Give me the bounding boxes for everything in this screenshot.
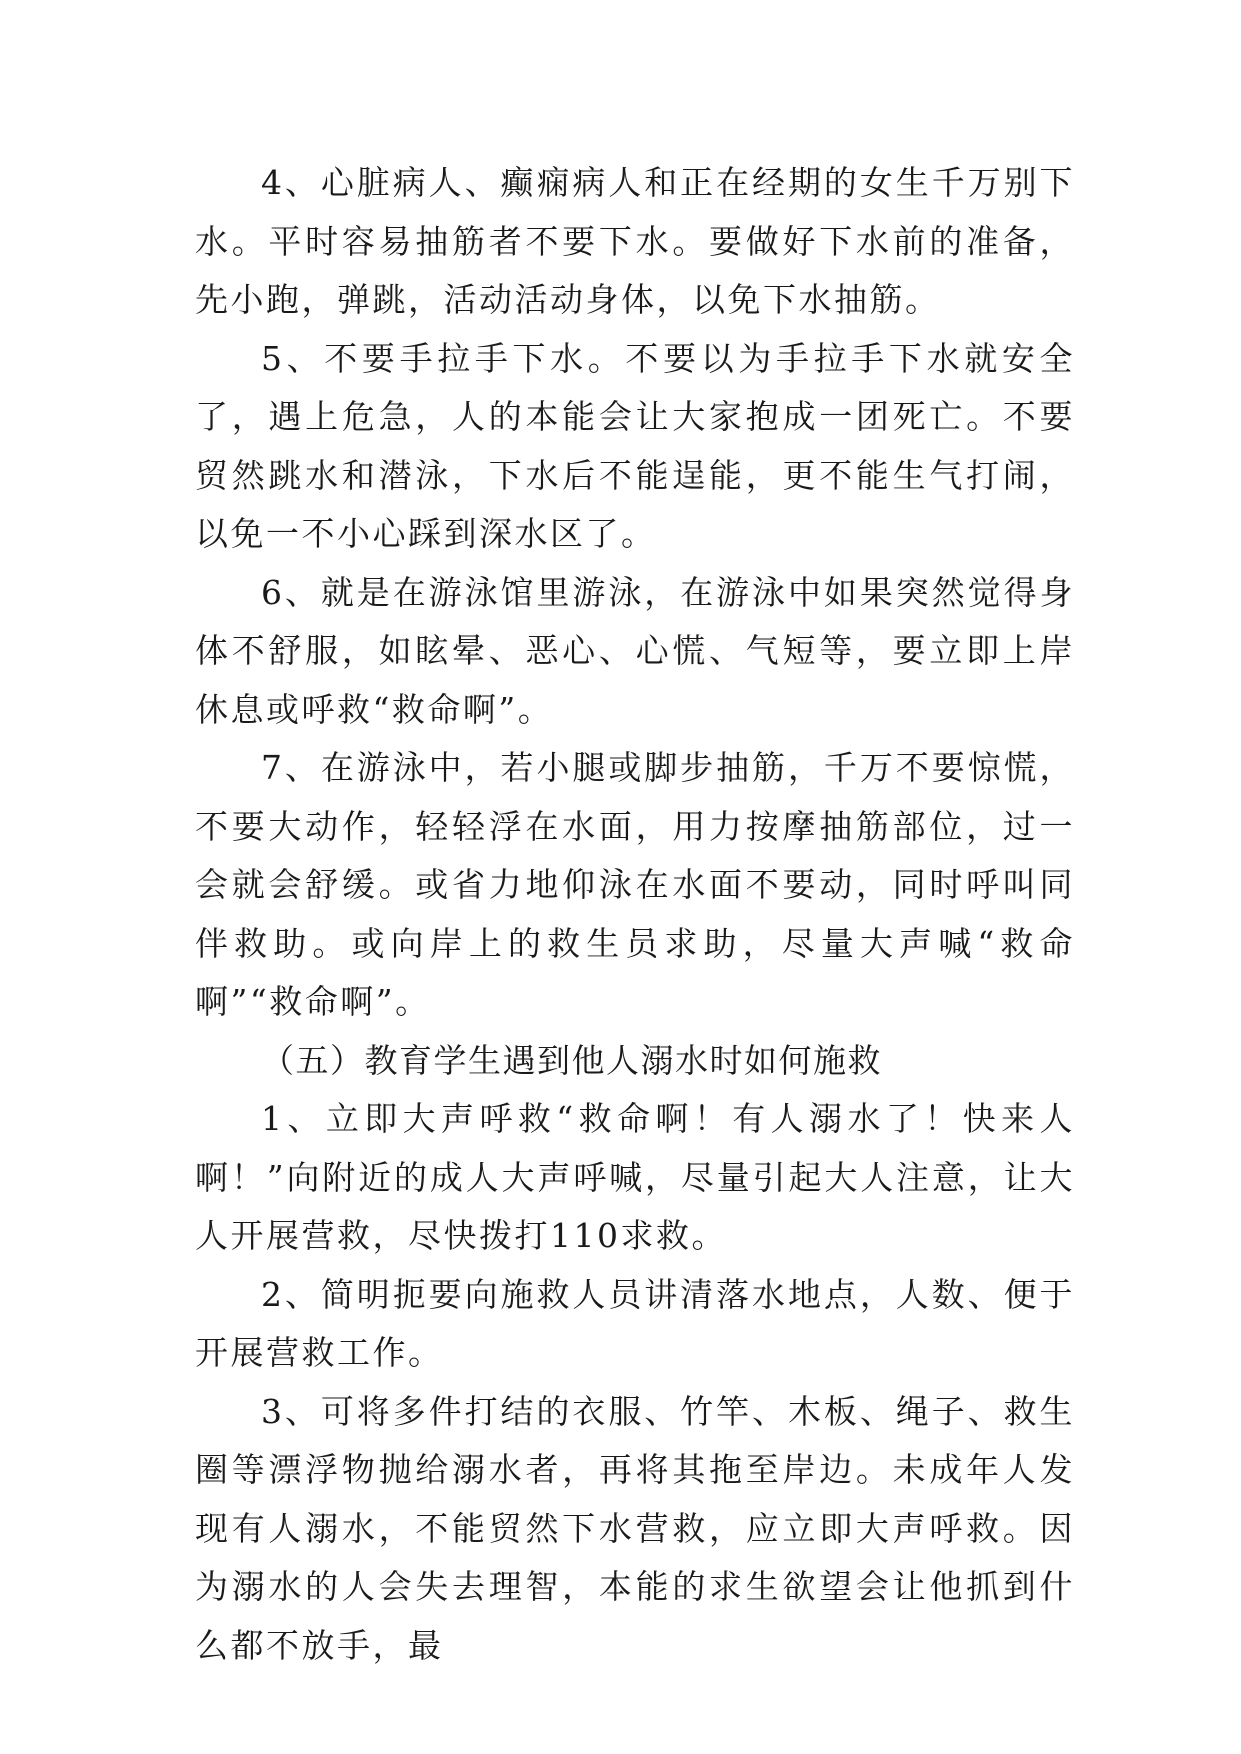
paragraph-4: 4、心脏病人、癫痫病人和正在经期的女生千万别下水。平时容易抽筋者不要下水。要做好下水前的准备，先小跑，弹跳，活动活动身体，以免下水抽筋。 [195, 163, 1075, 319]
document-body [195, 154, 1075, 1675]
rescue-paragraph-2: 2、简明扼要向施救人员讲清落水地点，人数、便于开展营救工作。 [195, 1274, 1075, 1372]
rescue-paragraph-3: 3、可将多件打结的衣服、竹竿、木板、绳子、救生圈等漂浮物抛给溺水者，再将其拖至岸边。未成年人发现有人溺水，不能贸然下水营救，应立即大声呼救。因为溺水的人会失去理智，本能的求生欲望会让他抓到什么都不放手，最 [195, 1391, 1075, 1665]
rescue-paragraph-1: 1、立即大声呼救“救命啊！有人溺水了！快来人啊！”向附近的成人大声呼喊，尽量引起大人注意，让大人开展营救，尽快拨打110求救。 [195, 1099, 1075, 1255]
paragraph-6: 6、就是在游泳馆里游泳，在游泳中如果突然觉得身体不舒服，如眩晕、恶心、心慌、气短等，要立即上岸休息或呼救“救命啊”。 [195, 572, 1075, 729]
paragraph-7: 7、在游泳中，若小腿或脚步抽筋，千万不要惊慌，不要大动作，轻轻浮在水面，用力按摩抽筋部位，过一会就会舒缓。或省力地仰泳在水面不要动，同时呼叫同伴救助。或向岸上的救生员求助，尽量大声喊“救命啊”“救命啊”。 [195, 748, 1075, 1021]
paragraph-5: 5、不要手拉手下水。不要以为手拉手下水就安全了，遇上危急，人的本能会让大家抱成一团死亡。不要贸然跳水和潜泳，下水后不能逞能，更不能生气打闹，以免一不小心踩到深水区了。 [195, 338, 1075, 553]
section-heading: （五）教育学生遇到他人溺水时如何施救 [261, 1040, 882, 1080]
